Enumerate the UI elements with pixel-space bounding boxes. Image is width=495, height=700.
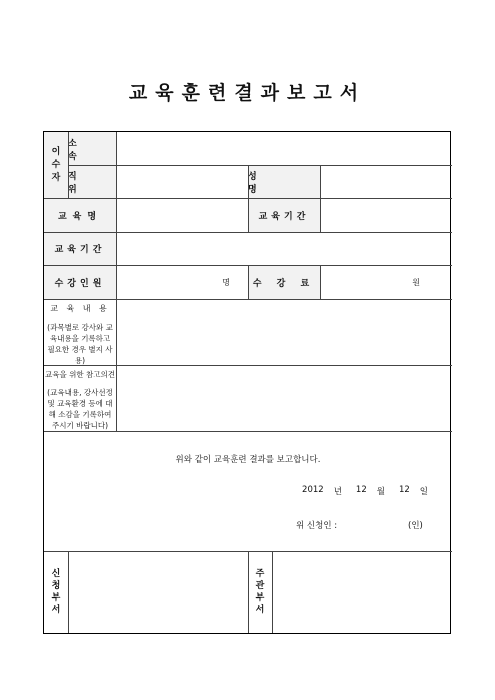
report-month-unit: 월	[376, 487, 385, 497]
applicant-label: 위 신청인 :	[296, 521, 338, 531]
opinion-label: 교육을 위한 참고의견	[45, 370, 115, 379]
document-title: 교육훈련결과보고서	[128, 82, 367, 104]
content-label-cell	[44, 299, 116, 365]
report-statement: 위와 같이 교육훈련 결과를 보고합니다.	[175, 455, 321, 465]
name-field[interactable]	[320, 165, 452, 198]
divider	[248, 198, 249, 232]
seal-label[interactable]: (인)	[408, 521, 423, 531]
divider	[68, 132, 69, 198]
report-year[interactable]: 2012	[302, 485, 324, 495]
report-year-unit: 년	[333, 487, 342, 497]
divider	[44, 431, 452, 432]
divider	[248, 551, 249, 633]
trainee-char-3: 자	[51, 172, 61, 183]
report-date	[302, 485, 428, 497]
affiliation-field[interactable]	[116, 132, 452, 165]
applying-dept-field[interactable]	[68, 551, 248, 633]
attendees-field[interactable]	[116, 265, 248, 299]
position-field[interactable]	[116, 165, 248, 198]
report-day[interactable]: 12	[398, 485, 410, 495]
host-dept-label	[248, 551, 272, 633]
attendees-unit: 명	[222, 277, 230, 287]
content-note-3: 필요한 경우 별지 사	[47, 345, 113, 354]
period-field[interactable]	[116, 232, 452, 265]
divider	[320, 165, 321, 198]
applying-char-2: 청	[51, 581, 61, 591]
fee-label: 수 강 료	[248, 265, 320, 299]
course-name-label: 교육명	[44, 198, 116, 232]
report-form	[43, 131, 451, 634]
fee-field[interactable]	[320, 265, 452, 299]
affiliation-label: 소 속	[68, 132, 116, 165]
institution-label: 교육기간	[248, 198, 320, 232]
applying-char-4: 서	[51, 605, 61, 615]
applying-char-3: 부	[51, 593, 61, 603]
divider	[68, 165, 452, 166]
host-dept-field[interactable]	[272, 551, 452, 633]
applying-char-1: 신	[51, 569, 61, 579]
opinion-note-3: 해 소감을 기록하여	[48, 410, 112, 419]
trainee-char-2: 수	[51, 159, 61, 170]
opinion-note-4: 주시기 바랍니다)	[51, 421, 109, 430]
attendees-label: 수강인원	[44, 265, 116, 299]
trainee-section-label	[44, 132, 68, 198]
content-field[interactable]	[116, 299, 452, 365]
content-note-1: (과목별로 강사와 교	[47, 323, 113, 332]
applying-dept-label	[44, 551, 68, 633]
divider	[320, 265, 321, 299]
divider	[248, 165, 249, 198]
report-month[interactable]: 12	[355, 485, 367, 495]
divider	[116, 132, 117, 431]
period-label: 교육기간	[44, 232, 116, 265]
host-char-4: 서	[255, 605, 265, 615]
divider	[320, 198, 321, 232]
host-char-1: 주	[255, 569, 265, 579]
course-name-field[interactable]	[116, 198, 248, 232]
applicant-line	[296, 519, 337, 531]
opinion-field[interactable]	[116, 365, 452, 431]
content-note-4: 용)	[74, 356, 86, 365]
divider	[44, 365, 452, 366]
host-char-3: 부	[255, 593, 265, 603]
name-label: 성 명	[248, 165, 320, 198]
opinion-note-2: 및 교육환경 등에 대	[47, 399, 113, 408]
divider	[44, 232, 452, 233]
fee-unit: 원	[412, 277, 420, 287]
opinion-note-1: (교육내용, 강사선정	[47, 388, 113, 397]
host-char-2: 관	[255, 581, 265, 591]
divider	[68, 551, 69, 633]
position-label: 직 위	[68, 165, 116, 198]
divider	[272, 551, 273, 633]
content-label: 교 육 내 용	[50, 304, 110, 313]
opinion-label-cell	[44, 365, 116, 431]
divider	[44, 299, 452, 300]
trainee-char-1: 이	[51, 146, 61, 157]
divider	[248, 265, 249, 299]
content-note-2: 육내용을 기록하고	[49, 334, 111, 343]
report-day-unit: 일	[419, 487, 428, 497]
institution-field[interactable]	[320, 198, 452, 232]
report-statement-area	[44, 431, 452, 551]
